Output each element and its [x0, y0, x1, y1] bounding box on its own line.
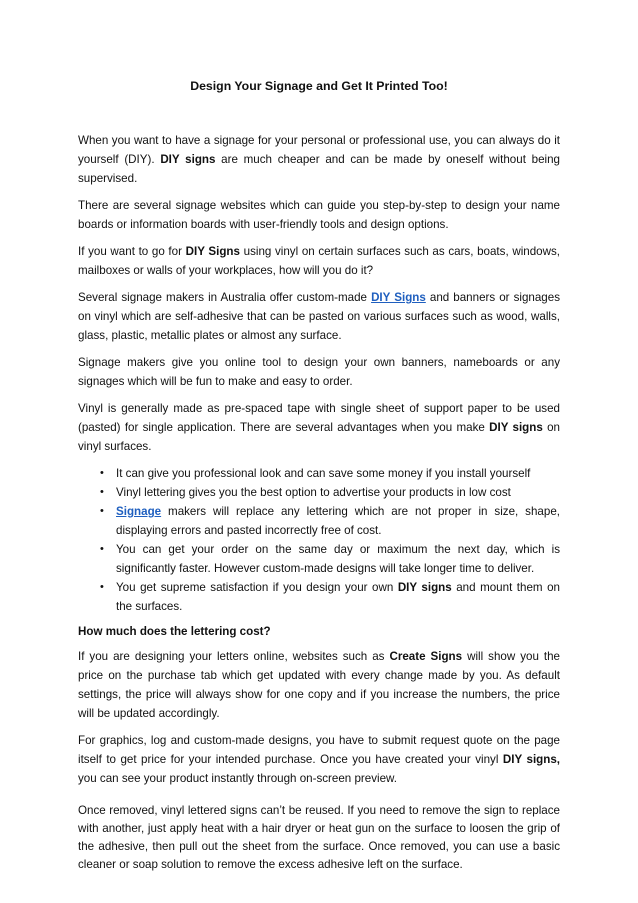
- list-item-text: Vinyl lettering gives you the best option to advertise your products in low cost: [116, 486, 511, 499]
- list-item-text: It can give you professional look and can save some money if you install yourself: [116, 467, 531, 480]
- document-title: Design Your Signage and Get It Printed Too!: [190, 79, 448, 93]
- text: If you are designing your letters online, websites such as: [78, 650, 390, 663]
- paragraph-vinyl-surfaces: [78, 242, 560, 280]
- paragraph-vinyl-tape: [78, 399, 560, 456]
- text: will show you the price on the purchase tab which get updated with every change made by you. As default settings, the price will always show for one copy and if you increase the numbers, the price will be updated accordingly.: [78, 650, 560, 720]
- advantages-list: [78, 464, 560, 616]
- text: and banners or signages on vinyl which are self-adhesive that can be pasted on various surfaces such as wood, walls, glass, plastic, metallic plates or almost any surface.: [78, 291, 561, 342]
- paragraph-australia-makers: [78, 288, 560, 345]
- bold-text: Create Signs: [389, 650, 463, 663]
- list-item: [78, 483, 560, 502]
- bold-text: DIY signs: [160, 153, 216, 166]
- list-item: [78, 540, 560, 578]
- bullet-icon: •: [100, 467, 104, 479]
- text: you can see your product instantly through on-screen preview.: [78, 772, 398, 785]
- bold-text: DIY signs: [489, 421, 543, 434]
- text: For graphics, log and custom-made designs, you have to submit request quote on the page itself to get price for your intended purchase. Once you have created your vinyl: [78, 734, 560, 766]
- signage-link[interactable]: Signage: [116, 505, 162, 518]
- bullet-icon: •: [100, 505, 104, 517]
- bold-text: DIY signs: [397, 581, 452, 594]
- paragraph-custom-quote: [78, 731, 560, 788]
- text: When you want to have a signage for your personal or professional use, you can always do it yourself (DIY).: [78, 134, 560, 166]
- section-heading: How much does the lettering cost?: [78, 625, 271, 638]
- text: Vinyl is generally made as pre-spaced tape with single sheet of support paper to be used (pasted) for single application. There are several advantages when you make: [78, 402, 560, 434]
- text: If you want to go for: [78, 245, 186, 258]
- diy-signs-link[interactable]: DIY Signs: [371, 291, 426, 304]
- bold-text: DIY Signs: [185, 245, 240, 258]
- paragraph-removal: Once removed, vinyl lettered signs can’t be reused. If you need to remove the sign to replace with another, just apply heat with a hair dryer or heat gun on the surface to loosen the grip of the adhesive, then pull out the sheet from the surface. Once removed, you can use a basic cleaner or soap solution to remove the excess adhesive left on the surface.: [78, 804, 560, 871]
- text: Several signage makers in Australia offer custom-made: [78, 291, 372, 304]
- bullet-icon: •: [100, 581, 104, 593]
- text: on vinyl surfaces.: [78, 421, 560, 453]
- bold-text: DIY signs,: [502, 753, 561, 766]
- list-item-text: makers will replace any lettering which are not proper in size, shape, displaying errors and pasted incorrectly free of cost.: [116, 505, 560, 537]
- list-item: [78, 464, 560, 483]
- bullet-icon: •: [100, 543, 104, 555]
- paragraph-online-pricing: [78, 647, 560, 723]
- text: are much cheaper and can be made by oneself without being supervised.: [78, 153, 561, 185]
- document-body: [78, 131, 560, 882]
- list-item: [78, 502, 560, 540]
- list-item-text: and mount them on the surfaces.: [116, 581, 560, 613]
- paragraph-intro: [78, 131, 560, 188]
- paragraph-online-tool: Signage makers give you online tool to design your own banners, nameboards or any signages which will be fun to make and easy to order.: [78, 356, 560, 388]
- list-item-text: You can get your order on the same day or maximum the next day, which is significantly faster. However custom-made designs will take longer time to deliver.: [116, 543, 560, 575]
- list-item: [78, 578, 560, 616]
- paragraph-websites: There are several signage websites which can guide you step-by-step to design your name boards or information boards with user-friendly tools and design options.: [78, 199, 560, 231]
- bullet-icon: •: [100, 486, 104, 498]
- text: using vinyl on certain surfaces such as cars, boats, windows, mailboxes or walls of your workplaces, how will you do it?: [78, 245, 561, 277]
- list-item-text: You get supreme satisfaction if you design your own: [116, 581, 398, 594]
